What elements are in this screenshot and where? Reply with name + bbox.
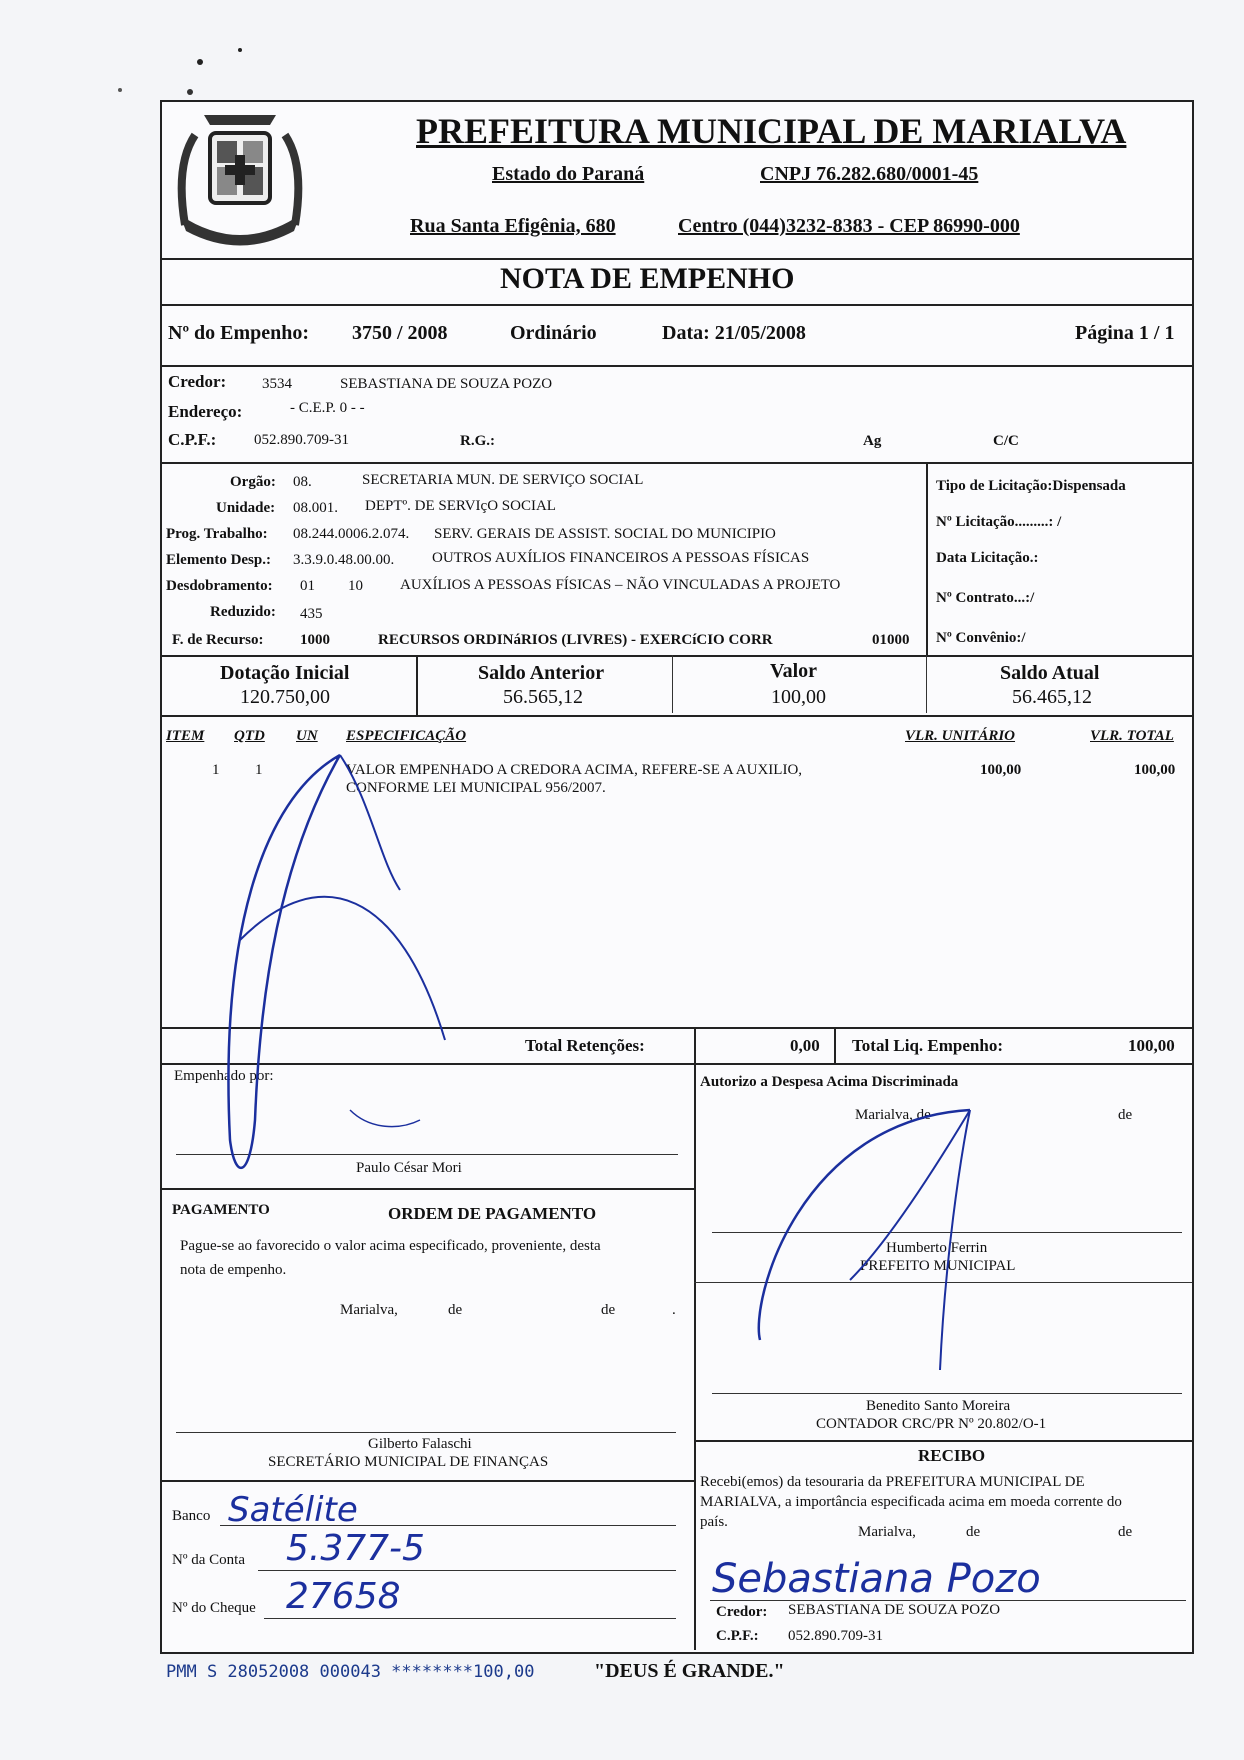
recibo-credor-label: Credor: (716, 1604, 768, 1620)
col-vlr-total: VLR. TOTAL (1090, 728, 1174, 744)
desdobramento-code1: 01 (300, 578, 315, 594)
divider (672, 655, 673, 713)
conta-value: 5.377-5 (286, 1528, 425, 1569)
recibo-credor-name: SEBASTIANA DE SOUZA POZO (788, 1602, 1001, 1618)
elemento-code: 3.3.9.0.48.00.00. (293, 552, 395, 568)
credor-code: 3534 (262, 376, 292, 392)
contact-label: Centro (044)3232-8383 - CEP 86990-000 (678, 215, 1020, 237)
page-number: Página 1 / 1 (1075, 322, 1175, 344)
recibo-place: Marialva, (858, 1524, 916, 1540)
underline (264, 1618, 676, 1619)
autorizo-place: Marialva, de (855, 1107, 931, 1123)
ordem-pagamento-label: ORDEM DE PAGAMENTO (388, 1204, 597, 1223)
cpf-label: C.P.F.: (168, 430, 217, 449)
pagamento-text1: Pague-se ao favorecido o valor acima especificado, proveniente, desta (180, 1238, 601, 1254)
pagamento-de2: de (601, 1302, 616, 1318)
divider (160, 1480, 696, 1482)
autorizo-label: Autorizo a Despesa Acima Discriminada (700, 1074, 959, 1090)
recibo-text1: Recebi(emos) da tesouraria da PREFEITURA MUNICIPAL DE (700, 1474, 1085, 1490)
unidade-code: 08.001. (293, 500, 338, 516)
reduzido-code: 435 (300, 606, 323, 622)
address-label: Rua Santa Efigênia, 680 (410, 215, 616, 237)
data-licitacao: Data Licitação.: (936, 550, 1039, 566)
total-retencoes-label: Total Retenções: (525, 1036, 645, 1055)
autorizo-de: de (1118, 1107, 1133, 1123)
prog-label: Prog. Trabalho: (166, 526, 268, 542)
recurso-name: RECURSOS ORDINáRIOS (LIVRES) - EXERCíCIO CORR (378, 632, 773, 648)
credor-name: SEBASTIANA DE SOUZA POZO (340, 376, 553, 392)
saldo-atual-value: 56.465,12 (1012, 686, 1092, 708)
pagamento-de1: de (448, 1302, 463, 1318)
unidade-label: Unidade: (216, 500, 276, 516)
page-title: PREFEITURA MUNICIPAL DE MARIALVA (416, 111, 1127, 151)
saldo-anterior-value: 56.565,12 (503, 686, 583, 708)
recibo-cpf-value: 052.890.709-31 (788, 1628, 883, 1644)
recibo-text3: país. (700, 1514, 728, 1530)
divider (160, 715, 1192, 717)
signature-scribbles (200, 740, 1150, 1440)
col-item: ITEM (166, 728, 205, 744)
cheque-value: 27658 (286, 1576, 401, 1617)
tipo-licitacao: Tipo de Licitação:Dispensada (936, 478, 1126, 494)
pagamento-place: Marialva, (340, 1302, 398, 1318)
divider (926, 655, 927, 713)
credor-signature: Sebastiana Pozo (712, 1556, 1041, 1602)
credor-label: Credor: (168, 372, 227, 391)
empenho-number: 3750 / 2008 (352, 322, 448, 344)
underline (220, 1525, 676, 1526)
valor-label: Valor (770, 660, 818, 682)
empenho-label: Nº do Empenho: (168, 322, 310, 344)
item-desc-line2: CONFORME LEI MUNICIPAL 956/2007. (346, 780, 606, 796)
desdobramento-label: Desdobramento: (166, 578, 273, 594)
numero-contrato: Nº Contrato...:/ (936, 590, 1035, 606)
empenhado-label: Empenhado por: (174, 1068, 274, 1084)
recibo-de2: de (1118, 1524, 1133, 1540)
cpf-value: 052.890.709-31 (254, 432, 349, 448)
paper-specks (60, 40, 260, 100)
recibo-text2: MARIALVA, a importância especificada acima em moeda corrente do (700, 1494, 1122, 1510)
numero-convenio: Nº Convênio:/ (936, 630, 1026, 646)
total-liq-label: Total Liq. Empenho: (852, 1036, 1003, 1055)
empenhado-name: Paulo César Mori (356, 1160, 462, 1176)
unidade-name: DEPTº. DE SERVIçO SOCIAL (365, 498, 556, 514)
item-unit-value: 100,00 (980, 762, 1022, 778)
col-vlr-unitario: VLR. UNITÁRIO (905, 728, 1016, 744)
state-label: Estado do Paraná (492, 163, 645, 185)
pagamento-text2: nota de empenho. (180, 1262, 287, 1278)
banco-value: Satélite (228, 1490, 358, 1530)
conta-label: Nº da Conta (172, 1552, 245, 1568)
saldo-anterior-label: Saldo Anterior (478, 662, 605, 684)
col-especificacao: ESPECIFICAÇÃO (346, 728, 467, 744)
pagamento-label: PAGAMENTO (172, 1202, 270, 1218)
prefeito-name: Humberto Ferrin (886, 1240, 988, 1256)
item-number: 1 (212, 762, 220, 778)
pagamento-dot: . (672, 1302, 676, 1318)
item-desc-line1: VALOR EMPENHADO A CREDORA ACIMA, REFERE-SE A AUXILIO, (346, 762, 803, 778)
item-total-value: 100,00 (1134, 762, 1176, 778)
contador-title: CONTADOR CRC/PR Nº 20.802/O-1 (816, 1416, 1047, 1432)
prog-code: 08.244.0006.2.074. (293, 526, 410, 542)
total-retencoes-value: 0,00 (790, 1036, 820, 1055)
orgao-code: 08. (293, 474, 312, 490)
total-liq-value: 100,00 (1128, 1036, 1175, 1055)
address-value: - C.E.P. 0 - - (290, 400, 365, 416)
divider (160, 304, 1192, 306)
orgao-name: SECRETARIA MUN. DE SERVIÇO SOCIAL (362, 472, 644, 488)
underline (258, 1570, 676, 1571)
ag-label: Ag (863, 433, 882, 449)
recurso-label: F. de Recurso: (172, 632, 264, 648)
valor-value: 100,00 (771, 686, 826, 708)
item-qtd: 1 (255, 762, 263, 778)
rg-label: R.G.: (460, 433, 495, 449)
desdobramento-code2: 10 (348, 578, 363, 594)
recibo-title: RECIBO (918, 1446, 986, 1465)
footer-motto: "DEUS É GRANDE." (594, 1660, 785, 1682)
signature-line (710, 1600, 1186, 1601)
reduzido-label: Reduzido: (210, 604, 276, 620)
recurso-code: 1000 (300, 632, 330, 648)
doc-title: NOTA DE EMPENHO (500, 262, 795, 295)
numero-licitacao: Nº Licitação.........: / (936, 514, 1062, 530)
empenho-date: Data: 21/05/2008 (662, 322, 806, 344)
print-stamp: PMM S 28052008 000043 ********100,00 (166, 1662, 535, 1682)
banco-label: Banco (172, 1508, 211, 1524)
elemento-label: Elemento Desp.: (166, 552, 271, 568)
dotacao-value: 120.750,00 (240, 686, 330, 708)
address-field-label: Endereço: (168, 402, 243, 421)
divider (694, 1440, 1192, 1442)
recibo-de1: de (966, 1524, 981, 1540)
divider (160, 258, 1192, 260)
orgao-label: Orgão: (230, 474, 276, 490)
secretario-name: Gilberto Falaschi (368, 1436, 472, 1452)
contador-name: Benedito Santo Moreira (866, 1398, 1011, 1414)
desdobramento-name: AUXÍLIOS A PESSOAS FÍSICAS – NÃO VINCULADAS A PROJETO (400, 577, 841, 593)
prog-name: SERV. GERAIS DE ASSIST. SOCIAL DO MUNICIPIO (434, 526, 776, 542)
cnpj-label: CNPJ 76.282.680/0001-45 (760, 163, 979, 185)
elemento-name: OUTROS AUXÍLIOS FINANCEIROS A PESSOAS FÍSICAS (432, 550, 810, 566)
col-un: UN (296, 728, 318, 744)
divider (160, 462, 1192, 464)
divider (160, 655, 1192, 657)
empenho-type: Ordinário (510, 322, 597, 344)
coat-of-arms-icon (165, 105, 315, 255)
recurso-code2: 01000 (872, 632, 910, 648)
saldo-atual-label: Saldo Atual (1000, 662, 1100, 684)
divider (926, 462, 928, 655)
dotacao-label: Dotação Inicial (220, 662, 350, 684)
cc-label: C/C (993, 433, 1019, 449)
prefeito-title: PREFEITO MUNICIPAL (860, 1258, 1016, 1274)
divider (160, 365, 1192, 367)
divider (416, 655, 418, 717)
recibo-cpf-label: C.P.F.: (716, 1628, 759, 1644)
secretario-title: SECRETÁRIO MUNICIPAL DE FINANÇAS (268, 1454, 549, 1470)
cheque-label: Nº do Cheque (172, 1600, 256, 1616)
col-qtd: QTD (234, 728, 265, 744)
